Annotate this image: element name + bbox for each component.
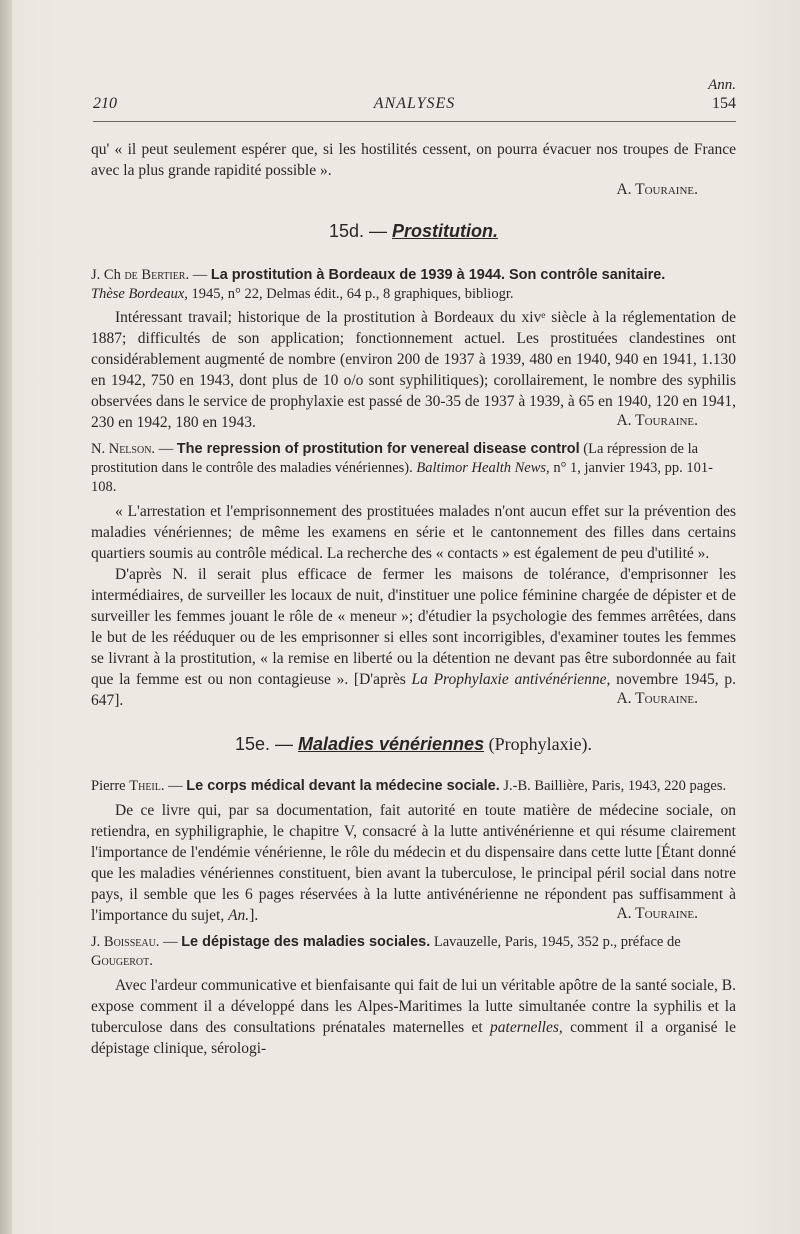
running-header <box>93 95 736 117</box>
body-text-end: comment il a organisé le dépistage clinique, sérologi- <box>91 1019 736 1057</box>
title-translation: (La répression de la prostitution dans le contrôle des maladies vénériennes). <box>91 441 699 476</box>
header-annotation: Ann. <box>708 77 736 93</box>
section-number: 15d. — <box>328 221 393 241</box>
author-surname: de Bertier. <box>124 267 190 283</box>
body-text: De ce livre qui, par sa documentation, fait autorité en toute matière de médecine sociale, on retiendra, en syphiligraphie, le chapitre V, consacré à la lutte antivénérienne et qui résume clairement l'importance de l'endémie vénérienne, le rôle du médecin et du dispensaire dans cette lutte [Étant donné que les maladies vénériennes constituent, bien avant la tuberculose, le principal péril social dans notre pays, il semble que les 6 pages réservées à la lutte antivénérienne ne répondent pas suffisamment à l'importance du sujet, <box>91 802 736 924</box>
entry-signature: A. Touraine. <box>616 905 698 922</box>
section-title: Prostitution. <box>392 221 499 241</box>
author-name: Pierre <box>91 778 130 794</box>
entry-signature: A. Touraine. <box>616 412 698 429</box>
entry-reference: Pierre Theil. — Le corps médical devant la médecine sociale. J.-B. Baillière, Paris, 1943, 220 pages. <box>91 778 727 794</box>
section-subtitle: (Prophylaxie). <box>484 734 593 754</box>
cited-source: La Prophylaxie antivénérienne, <box>411 671 611 688</box>
running-title: ANALYSES <box>373 95 456 112</box>
section-number: 15e. — <box>234 734 298 754</box>
author-surname: Theil. <box>129 778 165 794</box>
section-heading-15e <box>91 734 736 755</box>
entry-quote: « L'arrestation et l'emprisonnement des prostituées malades n'ont aucun effet sur la prévention des maladies vénériennes; de même les examens en série et le cantonnement des filles dans certains quartiers soumis au contrôle médical. La recherche des « contacts » est également de peu d'utilité ». <box>91 503 736 562</box>
entry-reference: J. Ch de Bertier. — La prostitution à Bordeaux de 1939 à 1944. Son contrôle sanitaire. Thèse Bordeaux, 1945, n° 22, Delmas édit., 64 p., 8 graphiques, bibliogr. <box>91 267 666 302</box>
source-details: 1945, n° 22, Delmas édit., 64 p., 8 graphiques, bibliogr. <box>187 286 514 302</box>
emphasis: paternelles, <box>490 1019 563 1036</box>
source-details: J.-B. Baillière, Paris, 1943, 220 pages. <box>499 778 727 794</box>
volume-number: 154 <box>712 95 736 112</box>
entry-reference: N. Nelson. — The repression of prostitution for venereal disease control (La répression de la prostitution dans le contrôle des maladies vénériennes). Baltimor Health News, n° 1, janvier 1943, pp. 101-108. <box>91 441 713 495</box>
page-binding-edge <box>0 0 12 1234</box>
book-title: Le dépistage des maladies sociales. <box>181 934 431 950</box>
section-title: Maladies vénériennes <box>297 734 485 754</box>
body-text-end: ]. <box>249 907 259 924</box>
main-text <box>91 139 736 1059</box>
intro-paragraph: qu' « il peut seulement espérer que, si les hostilités cessent, on pourra évacuer nos troupes de France avec la plus grande rapidité possible ». <box>91 141 736 179</box>
entry-reference: J. Boisseau. — Le dépistage des maladies sociales. Lavauzelle, Paris, 1945, 352 p., préface de Gougerot. <box>91 934 681 969</box>
body-text: D'après N. il serait plus efficace de fermer les maisons de tolérance, d'emprisonner les intermédiaires, de surveiller les locaux de nuit, d'instituer une police féminine chargée de dépister et de surveiller les femmes jouant le rôle de « meneur »; d'étudier la psychologie des femmes arrêtées, dans le but de les rééduquer ou de les emprisonner si elles sont incorrigibles, d'examiner toutes les femmes se livrant à la prostitution, « la remise en liberté ou la détention ne devant pas être subordonnée au fait que la femme est ou non contagieuse ». [D'après <box>91 566 736 688</box>
entry-signature: A. Touraine. <box>616 690 698 707</box>
section-heading-15d <box>91 221 736 242</box>
book-title: Le corps médical devant la médecine sociale. <box>186 778 500 794</box>
editor-note: An. <box>228 907 250 924</box>
article-title: The repression of prostitution for venereal disease control <box>176 441 580 457</box>
header-rule <box>93 121 736 122</box>
article-title: La prostitution à Bordeaux de 1939 à 1944. Son contrôle sanitaire. <box>210 267 666 283</box>
entry-body <box>91 975 736 1059</box>
source-details: n° 1, janvier 1943, pp. 101-108. <box>91 460 713 495</box>
body-text: Avec l'ardeur communicative et bienfaisante qui fait de lui un véritable apôtre de la santé sociale, B. expose comment il a développé dans les Alpes-Maritimes la lutte simultanée contre la syphilis et la tuberculose dans des consultations prénatales maternelles et <box>91 977 736 1036</box>
entry-body <box>91 564 736 711</box>
intro-signature: A. Touraine. <box>616 181 698 198</box>
author-name: J. Ch <box>91 267 125 283</box>
source-title: Thèse Bordeaux, <box>91 286 188 302</box>
entry-body: Intéressant travail; historique de la prostitution à Bordeaux du xivᵉ siècle à la réglementation de 1887; difficultés de son application; fonctionnement actuel. Les prostituées clandestines ont considérablement augmenté de nombre (environ 200 de 1937 à 1939, 480 en 1940, 940 en 1941, 1.130 en 1942, 750 en 1943, dont plus de 10 o/o sont syphilitiques); corollairement, le nombre des syphilis observées dans le service de prophylaxie est passé de 30-35 de 1937 à 1939, à 65 en 1940, 120 en 1941, 230 en 1942, 180 en 1943. <box>91 309 736 431</box>
author-surname: Boisseau. <box>103 934 160 950</box>
page-number: 210 <box>93 95 117 112</box>
source-title: Baltimor Health News, <box>416 460 550 476</box>
author-name: J. <box>91 934 104 950</box>
source-details: Lavauzelle, Paris, 1945, 352 p., préface de <box>430 934 681 950</box>
preface-author: Gougerot. <box>91 953 153 969</box>
body-text-end: novembre 1945, p. 647]. <box>91 671 736 709</box>
author-name: N. Nelson. <box>91 441 156 457</box>
